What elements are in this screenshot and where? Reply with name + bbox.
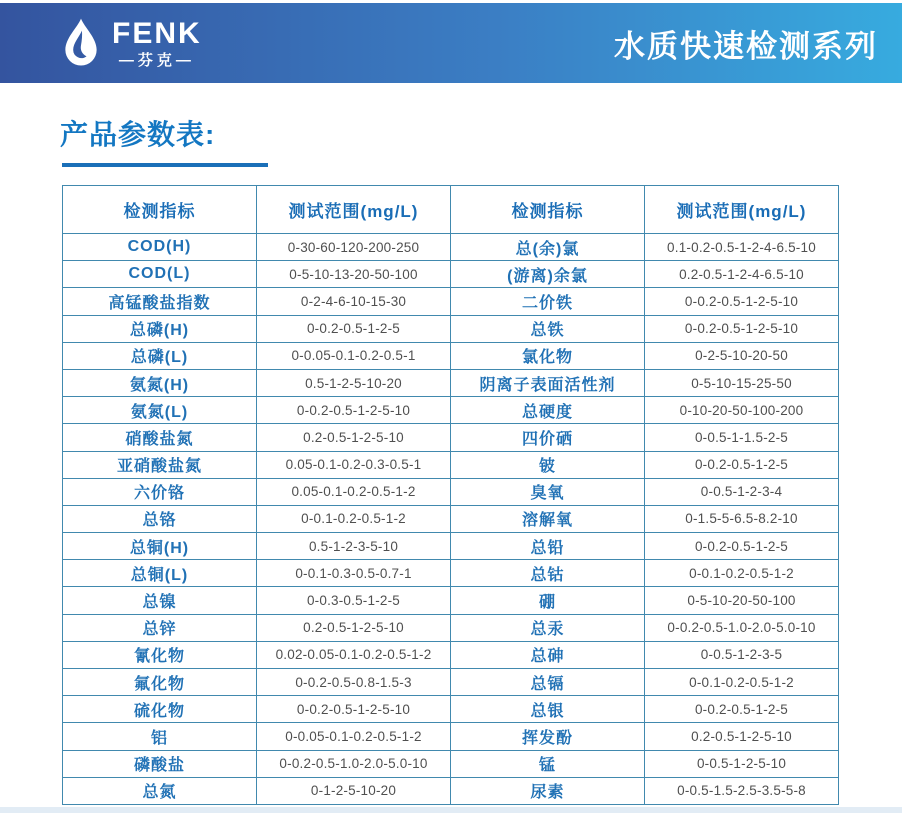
table-row [63,288,839,315]
range-cell: 0-0.2-0.5-1-2-5-10 [645,315,839,342]
indicator-cell: 总铜(H) [63,533,257,560]
indicator-cell: 总磷(H) [63,315,257,342]
range-cell: 0-0.5-1-2-5-10 [645,750,839,777]
range-cell: 0-1.5-5-6.5-8.2-10 [645,505,839,532]
top-banner [0,3,902,83]
range-cell: 0-2-4-6-10-15-30 [257,288,451,315]
table-row [63,451,839,478]
table-row [63,641,839,668]
indicator-cell: 高锰酸盐指数 [63,288,257,315]
range-cell: 0-2-5-10-20-50 [645,342,839,369]
indicator-cell: 磷酸盐 [63,750,257,777]
brand-tagline: —芬克— [118,51,195,69]
range-cell: 0-0.2-0.5-1-2-5-10 [645,288,839,315]
range-cell: 0-0.5-1.5-2.5-3.5-5-8 [645,777,839,804]
table-row [63,669,839,696]
indicator-cell: 六价铬 [63,478,257,505]
range-cell: 0-5-10-13-20-50-100 [257,261,451,288]
indicator-cell: 总砷 [451,641,645,668]
series-title: 水质快速检测系列 [614,28,878,64]
range-cell: 0-0.2-0.5-1-2-5 [645,533,839,560]
range-cell: 0-0.2-0.5-1-2-5 [645,696,839,723]
bottom-strip [0,807,902,813]
indicator-cell: 总铁 [451,315,645,342]
column-header-range-right: 测试范围(mg/L) [645,186,839,234]
indicator-cell: (游离)余氯 [451,261,645,288]
parameters-table [62,185,839,805]
table-row [63,478,839,505]
indicator-cell: 挥发酚 [451,723,645,750]
indicator-cell: 铝 [63,723,257,750]
flame-icon [58,11,104,75]
range-cell: 0.5-1-2-5-10-20 [257,369,451,396]
table-row [63,505,839,532]
indicator-cell: 锰 [451,750,645,777]
indicator-cell: COD(H) [63,234,257,261]
indicator-cell: 总汞 [451,614,645,641]
indicator-cell: 阴离子表面活性剂 [451,369,645,396]
range-cell: 0.2-0.5-1-2-5-10 [257,424,451,451]
indicator-cell: 总铬 [63,505,257,532]
table-body [63,234,839,805]
indicator-cell: 硼 [451,587,645,614]
brand-name: FENK [112,16,202,50]
range-cell: 0-0.1-0.3-0.5-0.7-1 [257,560,451,587]
indicator-cell: 氰化物 [63,641,257,668]
indicator-cell: 硝酸盐氮 [63,424,257,451]
table-row [63,614,839,641]
indicator-cell: 亚硝酸盐氮 [63,451,257,478]
range-cell: 0-1-2-5-10-20 [257,777,451,804]
range-cell: 0.2-0.5-1-2-5-10 [257,614,451,641]
indicator-cell: 氯化物 [451,342,645,369]
indicator-cell: 总铅 [451,533,645,560]
brand-text [112,16,202,69]
table-row [63,397,839,424]
range-cell: 0-0.5-1-2-3-5 [645,641,839,668]
range-cell: 0-0.3-0.5-1-2-5 [257,587,451,614]
table-row [63,777,839,804]
table-row [63,587,839,614]
indicator-cell: 总磷(L) [63,342,257,369]
indicator-cell: 氨氮(H) [63,369,257,396]
range-cell: 0-0.2-0.5-1-2-5 [257,315,451,342]
range-cell: 0-0.05-0.1-0.2-0.5-1 [257,342,451,369]
range-cell: 0-5-10-20-50-100 [645,587,839,614]
range-cell: 0.5-1-2-3-5-10 [257,533,451,560]
table-row [63,424,839,451]
indicator-cell: 总硬度 [451,397,645,424]
range-cell: 0-0.1-0.2-0.5-1-2 [257,505,451,532]
table-row [63,696,839,723]
range-cell: 0-0.2-0.5-0.8-1.5-3 [257,669,451,696]
indicator-cell: 总钴 [451,560,645,587]
range-cell: 0-0.1-0.2-0.5-1-2 [645,669,839,696]
table-row [63,369,839,396]
range-cell: 0-0.05-0.1-0.2-0.5-1-2 [257,723,451,750]
table-row [63,750,839,777]
indicator-cell: 总银 [451,696,645,723]
range-cell: 0.2-0.5-1-2-5-10 [645,723,839,750]
indicator-cell: 总铜(L) [63,560,257,587]
section-title: 产品参数表: [60,119,216,150]
range-cell: 0-0.2-0.5-1-2-5 [645,451,839,478]
indicator-cell: 总(余)氯 [451,234,645,261]
table-row [63,261,839,288]
table-row [63,533,839,560]
range-cell: 0-5-10-15-25-50 [645,369,839,396]
table-row [63,315,839,342]
range-cell: 0.05-0.1-0.2-0.5-1-2 [257,478,451,505]
range-cell: 0-0.5-1-1.5-2-5 [645,424,839,451]
indicator-cell: 二价铁 [451,288,645,315]
table-row [63,342,839,369]
indicator-cell: 总锌 [63,614,257,641]
range-cell: 0-0.5-1-2-3-4 [645,478,839,505]
range-cell: 0-0.2-0.5-1-2-5-10 [257,696,451,723]
indicator-cell: 氨氮(L) [63,397,257,424]
range-cell: 0-0.1-0.2-0.5-1-2 [645,560,839,587]
indicator-cell: 四价硒 [451,424,645,451]
range-cell: 0.1-0.2-0.5-1-2-4-6.5-10 [645,234,839,261]
table-row [63,234,839,261]
indicator-cell: 铍 [451,451,645,478]
table-row [63,723,839,750]
column-header-indicator-left: 检测指标 [63,186,257,234]
range-cell: 0.05-0.1-0.2-0.3-0.5-1 [257,451,451,478]
indicator-cell: 总氮 [63,777,257,804]
column-header-indicator-right: 检测指标 [451,186,645,234]
indicator-cell: 尿素 [451,777,645,804]
table-row [63,560,839,587]
indicator-cell: 总镉 [451,669,645,696]
indicator-cell: 溶解氧 [451,505,645,532]
column-header-range-left: 测试范围(mg/L) [257,186,451,234]
range-cell: 0-0.2-0.5-1.0-2.0-5.0-10 [257,750,451,777]
section-title-underline [62,163,268,167]
range-cell: 0-30-60-120-200-250 [257,234,451,261]
table-header [63,186,839,234]
range-cell: 0.2-0.5-1-2-4-6.5-10 [645,261,839,288]
range-cell: 0-10-20-50-100-200 [645,397,839,424]
range-cell: 0-0.2-0.5-1-2-5-10 [257,397,451,424]
indicator-cell: 氟化物 [63,669,257,696]
range-cell: 0.02-0.05-0.1-0.2-0.5-1-2 [257,641,451,668]
indicator-cell: 硫化物 [63,696,257,723]
brand-logo [58,11,202,75]
indicator-cell: 臭氧 [451,478,645,505]
range-cell: 0-0.2-0.5-1.0-2.0-5.0-10 [645,614,839,641]
indicator-cell: 总镍 [63,587,257,614]
table-header-row [63,186,839,234]
indicator-cell: COD(L) [63,261,257,288]
